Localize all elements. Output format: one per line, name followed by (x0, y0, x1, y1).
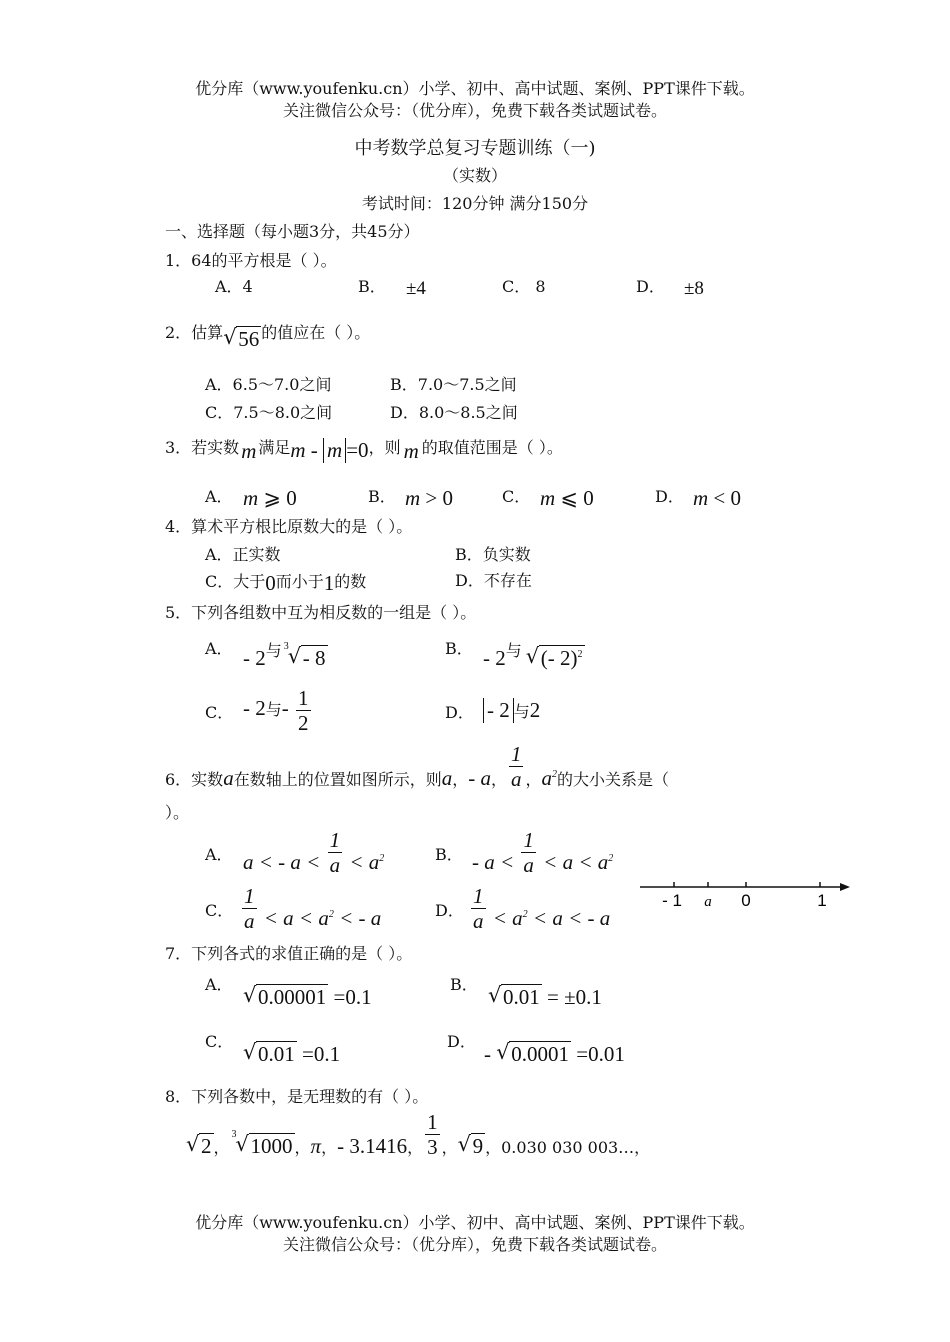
q5-a-cuberoot (283, 641, 328, 671)
q4-c-post: 的数 (334, 572, 367, 591)
q3-eq-abs: m (323, 438, 346, 463)
q2-option-b: B．7.0～7.5之间 (390, 375, 517, 394)
q7-stem: 7．下列各式的求值正确的是（ ）。 (165, 944, 413, 963)
q7-option-b-label: B． (450, 975, 478, 994)
q5-option-b (483, 636, 585, 670)
q7-b-result: = ±0.1 (541, 985, 602, 1009)
q6-stem-cont: ）。 (165, 803, 190, 822)
q5-b-neg2: - 2 (483, 646, 506, 670)
q8-cuberoot-radicand: 1000 (250, 1134, 293, 1159)
q7-option-c-label: C． (205, 1032, 234, 1051)
q7-c-result: =0.1 (296, 1042, 341, 1066)
q8-sep-5: ， (441, 1138, 458, 1158)
q7-c-sqrt (243, 1041, 297, 1067)
q3-option-a (243, 486, 297, 511)
q6-term-asq (542, 766, 558, 790)
q8-sqrt9-radicand: 9 (472, 1134, 484, 1159)
q7-option-b (488, 984, 602, 1010)
q6-option-d: $\frac{1}{a}$ < $a^2 < a$ < - a (473, 884, 611, 934)
q4-option-b: B．负实数 (455, 545, 531, 564)
q7-d-minus: - (484, 1042, 497, 1066)
q8-number-list (186, 1110, 650, 1159)
q3-stem-then: ，则 (368, 438, 401, 457)
q1-option-b-label: B． (358, 277, 386, 296)
q4-option-d: D．不存在 (455, 571, 532, 590)
label-a: a (704, 894, 712, 910)
q5-d-with: 与 (513, 702, 530, 721)
q7-a-result: =0.1 (328, 985, 372, 1009)
q1-option-a: A．4 (215, 277, 253, 296)
q2-radicand: 56 (238, 327, 260, 351)
q6-option-a: a < - a < $\frac{1}{a}$ < $a^2$ (243, 828, 385, 878)
label-one: 1 (817, 891, 827, 910)
q2-option-c: C．7.5～8.0之间 (205, 403, 333, 422)
q7-d-radicand: 0.0001 (511, 1042, 569, 1066)
number-line (636, 874, 856, 914)
q6-option-d-label: D． (435, 901, 464, 920)
q3-option-c (540, 486, 594, 511)
q4-c-zero: 0 (265, 571, 276, 595)
q5-b-exponent: 2 (577, 649, 583, 660)
q6-var-a: a (223, 766, 234, 791)
q3-stem-post: 的取值范围是（ ）。 (421, 438, 563, 457)
q7-b-radicand: 0.01 (503, 985, 540, 1009)
q5-c-minus: - (281, 696, 295, 721)
q8-sep-3: ， (321, 1138, 338, 1158)
exam-info: 考试时间：120分钟 满分150分 (361, 194, 589, 213)
q8-sep-1: ， (213, 1138, 230, 1158)
q2-option-a: A．6.5～7.0之间 (205, 375, 332, 394)
q7-option-d (484, 1041, 625, 1067)
q5-a-root-index: √ 3 (283, 641, 289, 652)
q8-sqrt2 (186, 1133, 214, 1159)
q8-sqrt2-radicand: 2 (201, 1134, 212, 1159)
page-title: 中考数学总复习专题训练（一) (354, 138, 596, 159)
q6-asq-exp: 2 (552, 769, 557, 781)
q8-sep-4: ， (407, 1138, 424, 1158)
q7-option-d-label: D． (447, 1032, 476, 1051)
q4-c-pre: C．大于 (205, 572, 266, 591)
q3-c-rel: ⩽ 0 (555, 486, 594, 510)
q1-option-b-value: ±4 (406, 278, 426, 299)
q8-frac-den: 3 (427, 1135, 438, 1160)
header-line-2: 关注微信公众号：（优分库），免费下载各类试题试卷。 (282, 101, 667, 120)
q3-stem-mid: 满足 (258, 438, 291, 457)
q3-eq-m: m (290, 438, 306, 462)
q6-option-b-label: B． (435, 845, 463, 864)
q5-option-a (243, 636, 328, 670)
q5-option-c-label: C． (205, 703, 234, 722)
number-line-arrow-icon (840, 883, 850, 891)
q8-neg-3-1416: - 3.1416 (337, 1134, 408, 1159)
q6-asq-base: a (541, 766, 552, 791)
q5-d-abs: - 2 (483, 698, 514, 723)
q3-a-m: m (243, 486, 259, 510)
q3-stem (165, 434, 563, 463)
q3-eq-rest: =0 (346, 438, 369, 462)
q5-option-d (483, 698, 540, 723)
section-heading: 一、选择题（每小题3分，共45分） (165, 222, 420, 241)
q6-option-c: $\frac{1}{a}$ < $a < a^2$ < - a (244, 884, 382, 934)
q2-sqrt-56 (223, 326, 261, 352)
q3-var-m: m (241, 439, 257, 463)
q6-sep-2: ， (490, 770, 507, 790)
q7-d-sqrt (496, 1041, 571, 1067)
q5-c-with: 与 (265, 700, 282, 720)
q8-pi: π (310, 1134, 322, 1159)
q5-option-c (243, 686, 313, 735)
q7-a-sqrt (243, 984, 328, 1010)
q6-option-c-label: C． (205, 901, 234, 920)
q3-option-b-label: B． (368, 487, 396, 506)
q3-equation (290, 438, 368, 462)
q6-term-neg-a: - a (468, 766, 491, 791)
q3-d-m: m (693, 486, 709, 510)
q8-repeating-decimal: 0.030 030 003…， (501, 1138, 651, 1158)
q7-a-radicand: 0.00001 (258, 985, 327, 1009)
q5-option-a-label: A． (205, 639, 233, 658)
q1-option-d-label: D． (636, 277, 665, 296)
q8-one-third (425, 1110, 440, 1159)
footer-line-2: 关注微信公众号：（优分库），免费下载各类试题试卷。 (282, 1235, 667, 1254)
q8-sep-6: ， (485, 1138, 502, 1158)
label-neg1: - 1 (662, 891, 682, 910)
q6-recip-den: a (510, 767, 522, 792)
q8-sqrt9 (458, 1133, 486, 1159)
q3-eq-minus: - (305, 438, 324, 462)
q5-a-neg2: - 2 (243, 646, 266, 670)
q2-stem-post: 的值应在（ ）。 (261, 323, 371, 342)
q7-option-a-label: A． (205, 975, 233, 994)
q3-stem-pre: 3．若实数 (165, 438, 240, 457)
q5-c-denominator: 2 (298, 711, 309, 736)
q6-stem-post: 的大小关系是（ (557, 770, 670, 790)
q3-option-d-label: D． (655, 487, 684, 506)
q7-option-a (243, 984, 372, 1010)
q5-stem: 5．下列各组数中互为相反数的一组是（ ）。 (165, 603, 477, 622)
q2-stem-pre: 2．估算 (165, 323, 224, 342)
q3-option-c-label: C． (502, 487, 531, 506)
q8-sep-2: ， (294, 1138, 311, 1158)
q6-stem-mid: 在数轴上的位置如图所示，则 (233, 770, 442, 790)
q4-c-mid: 而小于 (275, 572, 324, 591)
q6-option-b: - a < $\frac{1}{a}$ < $a < a^2$ (472, 828, 614, 878)
q6-recip-num: 1 (510, 742, 522, 766)
q5-a-radicand: - 8 (302, 646, 326, 670)
header-line-1: 优分库（www.youfenku.cn）小学、初中、高中试题、案例、PPT课件下载。 (195, 79, 755, 98)
q6-sep-1: ， (452, 770, 469, 790)
q7-option-c (243, 1041, 340, 1067)
q3-a-rel: ⩾ 0 (258, 486, 297, 510)
q6-sep-3: ， (525, 770, 542, 790)
q8-stem: 8．下列各数中，是无理数的有（ ）。 (165, 1087, 429, 1106)
q4-option-c (205, 568, 366, 593)
q4-stem: 4．算术平方根比原数大的是（ ）。 (165, 517, 413, 536)
q3-option-b (405, 486, 453, 511)
q5-a-with: 与 (265, 641, 282, 660)
q1-option-d-value: ±8 (684, 278, 704, 299)
q3-option-a-label: A． (205, 487, 233, 506)
q4-c-one: 1 (323, 571, 335, 595)
q5-option-d-label: D． (445, 703, 474, 722)
q5-b-sqrt (526, 645, 585, 671)
q4-option-a: A．正实数 (205, 545, 281, 564)
q8-frac-num: 1 (427, 1110, 438, 1134)
q8-cuberoot-index: √ 3 (231, 1129, 237, 1141)
q5-option-b-label: B． (445, 639, 473, 658)
q7-c-radicand: 0.01 (258, 1042, 295, 1066)
q5-d-two: 2 (529, 698, 541, 722)
q5-c-neg2: - 2 (243, 696, 266, 721)
q6-stem (165, 742, 669, 791)
q1-option-c: C． 8 (502, 277, 546, 296)
q3-b-m: m (405, 486, 421, 510)
q6-stem-pre: 6．实数 (165, 770, 224, 790)
q1-stem: 1．64的平方根是（ ）。 (165, 251, 337, 270)
q5-c-fraction (296, 686, 311, 735)
page-subtitle: （实数） (442, 166, 507, 185)
q3-d-rel: < 0 (708, 486, 742, 510)
label-zero: 0 (741, 891, 751, 910)
q5-b-with: 与 (505, 641, 522, 660)
q2-option-d: D．8.0～8.5之间 (390, 403, 518, 422)
q3-option-d (693, 486, 741, 511)
q5-b-radicand: (- 2) (540, 646, 578, 670)
q5-c-numerator: 1 (298, 686, 309, 710)
q3-var-m2: m (403, 439, 419, 463)
q8-cuberoot-1000 (231, 1129, 295, 1159)
q7-b-sqrt (488, 984, 542, 1010)
q2-stem (165, 318, 371, 351)
q3-b-rel: > 0 (420, 486, 454, 510)
footer-line-1: 优分库（www.youfenku.cn）小学、初中、高中试题、案例、PPT课件下载。 (195, 1213, 755, 1232)
q7-d-result: =0.01 (571, 1042, 625, 1066)
q6-term-a: a (441, 766, 453, 791)
q6-option-a-label: A． (205, 845, 233, 864)
q6-term-recip (509, 742, 524, 791)
q5-b-radicand-wrap (539, 645, 585, 670)
q3-c-m: m (540, 486, 556, 510)
